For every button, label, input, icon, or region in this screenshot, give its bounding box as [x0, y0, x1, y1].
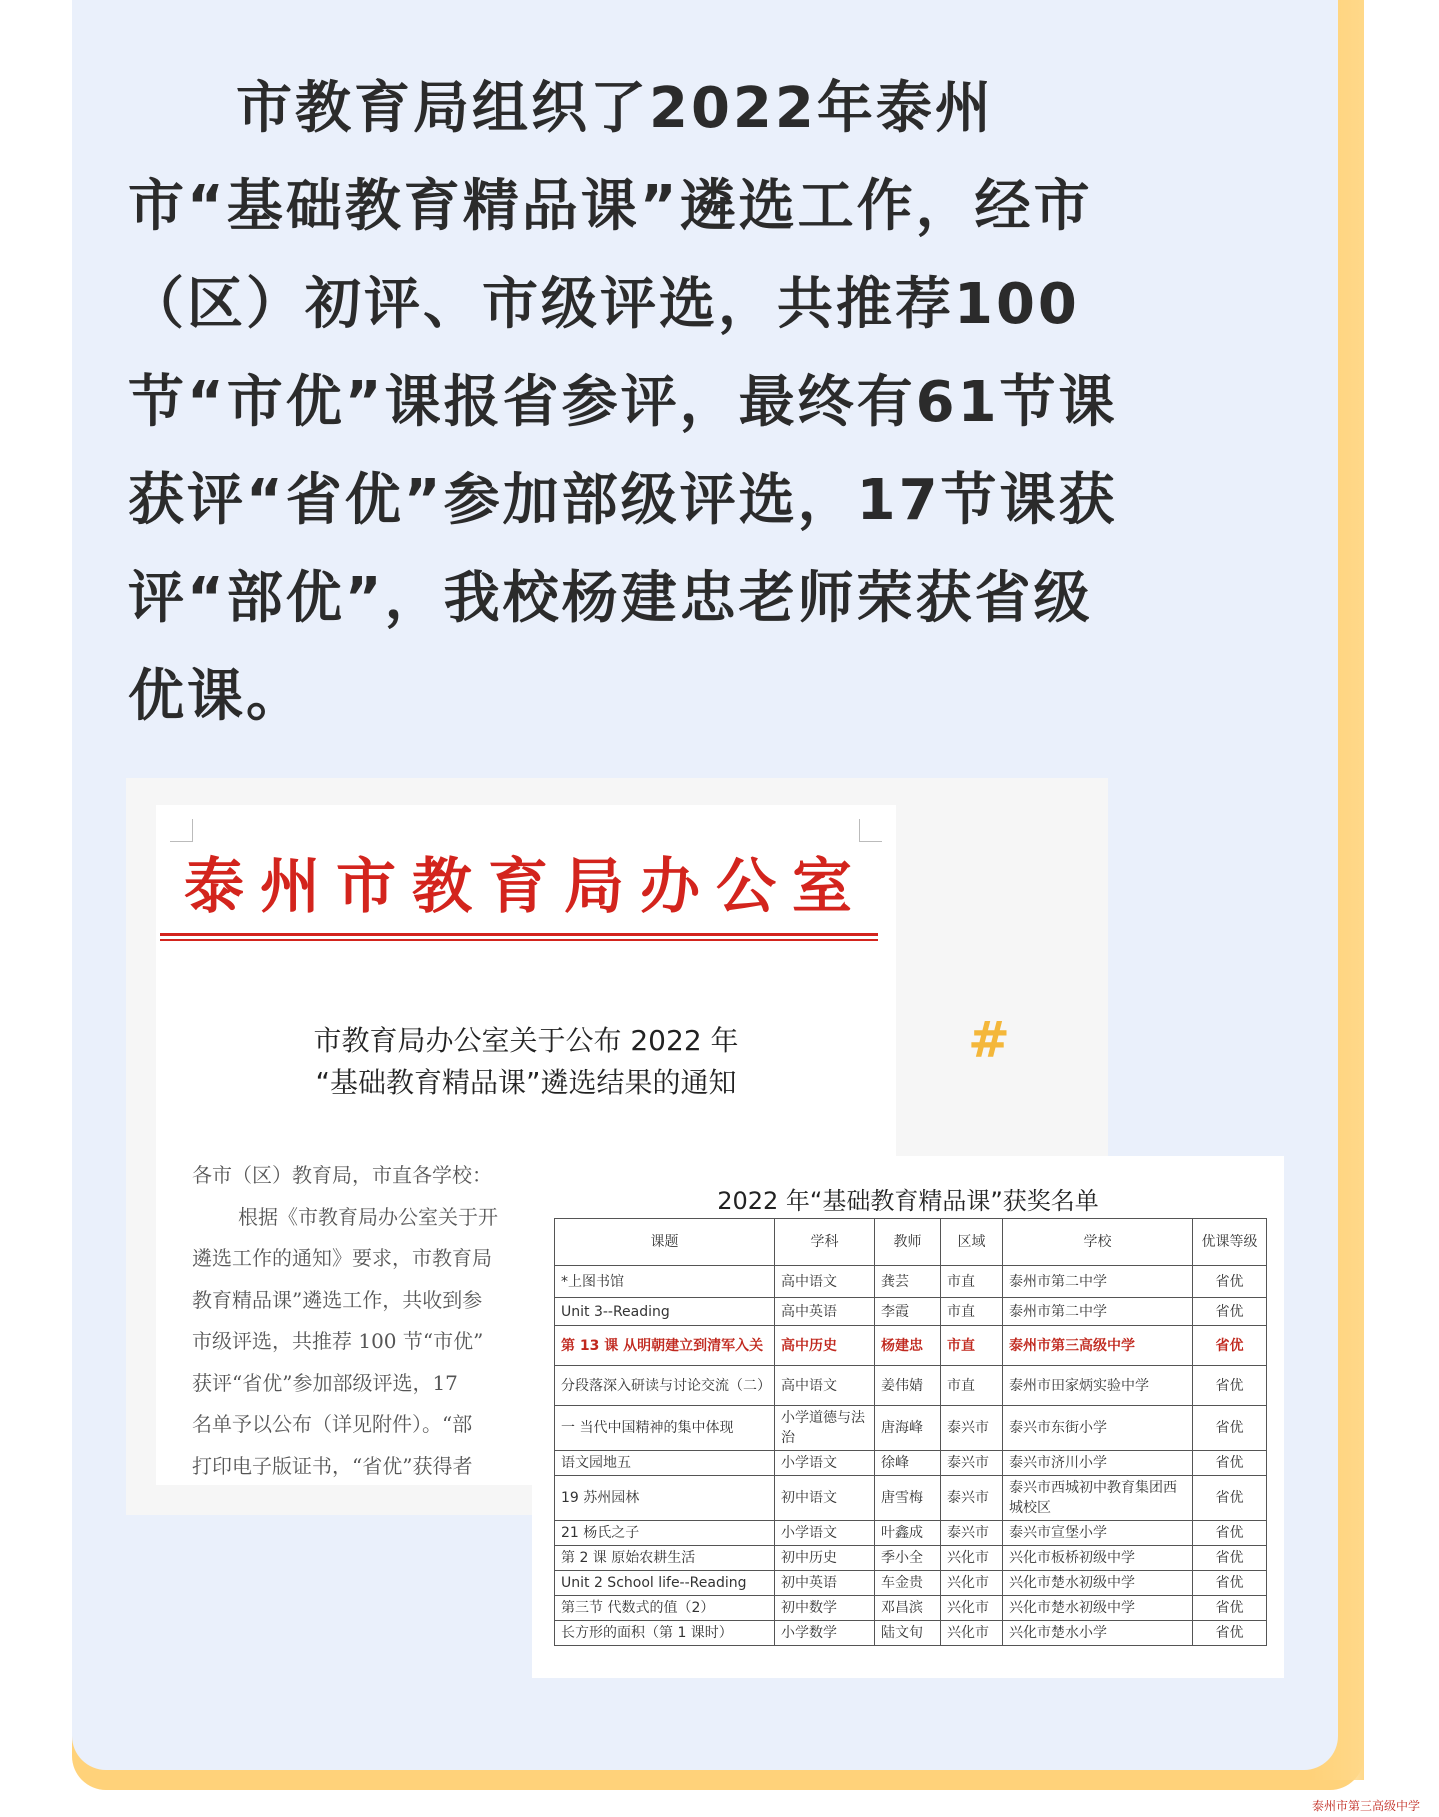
table-row: [555, 1476, 1267, 1521]
letterhead-rule-thin: [160, 939, 878, 941]
cell-region: 市直: [941, 1266, 1003, 1298]
notice-title: [156, 1020, 896, 1104]
award-list-document: [532, 1156, 1284, 1678]
cell-subject: 高中英语: [775, 1298, 875, 1326]
table-row: [555, 1546, 1267, 1571]
cell-level: 省优: [1193, 1596, 1267, 1621]
cell-region: 市直: [941, 1326, 1003, 1366]
cell-level: 省优: [1193, 1406, 1267, 1451]
cell-subject: 小学数学: [775, 1621, 875, 1646]
cell-region: 泰兴市: [941, 1451, 1003, 1476]
cell-topic: 分段落深入研读与讨论交流（二）: [555, 1366, 775, 1406]
award-table-body: [555, 1266, 1267, 1646]
table-row: [555, 1451, 1267, 1476]
cell-topic: 21 杨氏之子: [555, 1521, 775, 1546]
cell-subject: 小学语文: [775, 1521, 875, 1546]
cell-topic: Unit 2 School life--Reading: [555, 1571, 775, 1596]
cell-teacher: 李霞: [875, 1298, 941, 1326]
cell-level: 省优: [1193, 1546, 1267, 1571]
cell-teacher: 唐海峰: [875, 1406, 941, 1451]
cell-region: 泰兴市: [941, 1521, 1003, 1546]
cell-teacher: 邓昌滨: [875, 1596, 941, 1621]
cell-level: 省优: [1193, 1266, 1267, 1298]
table-row: [555, 1326, 1267, 1366]
cell-topic: 语文园地五: [555, 1451, 775, 1476]
cell-teacher: 季小全: [875, 1546, 941, 1571]
intro-paragraph: [128, 60, 1148, 746]
cell-school: 兴化市楚水小学: [1003, 1621, 1193, 1646]
cell-school: 泰州市田家炳实验中学: [1003, 1366, 1193, 1406]
cell-topic: 一 当代中国精神的集中体现: [555, 1406, 775, 1451]
notice-title-line-2: “基础教育精品课”遴选结果的通知: [315, 1066, 737, 1099]
hash-decoration: #: [968, 1011, 1010, 1069]
notice-line: 遴选工作的通知》要求，市教育局: [192, 1246, 492, 1270]
cell-level: 省优: [1193, 1451, 1267, 1476]
cell-region: 市直: [941, 1298, 1003, 1326]
cell-level: 省优: [1193, 1298, 1267, 1326]
notice-line: 打印电子版证书，“省优”获得者: [192, 1453, 473, 1478]
cell-school: 兴化市楚水初级中学: [1003, 1596, 1193, 1621]
cell-subject: 高中语文: [775, 1366, 875, 1406]
cell-school: 泰州市第二中学: [1003, 1298, 1193, 1326]
cell-subject: 初中语文: [775, 1476, 875, 1521]
cell-subject: 小学道德与法治: [775, 1406, 875, 1451]
cell-teacher: 叶鑫成: [875, 1521, 941, 1546]
cell-level: 省优: [1193, 1571, 1267, 1596]
cell-topic: 第 13 课 从明朝建立到清军入关: [555, 1326, 775, 1366]
letterhead: 泰州市教育局办公室: [184, 852, 868, 922]
cell-region: 兴化市: [941, 1546, 1003, 1571]
cell-topic: 第 2 课 原始农耕生活: [555, 1546, 775, 1571]
cell-school: 泰兴市宣堡小学: [1003, 1521, 1193, 1546]
cell-subject: 高中语文: [775, 1266, 875, 1298]
award-list-title: 2022 年“基础教育精品课”获奖名单: [717, 1187, 1099, 1215]
cell-topic: Unit 3--Reading: [555, 1298, 775, 1326]
cell-teacher: 杨建忠: [875, 1326, 941, 1366]
notice-line: 根据《市教育局办公室关于开: [238, 1204, 498, 1229]
cell-school: 泰州市第三高级中学: [1003, 1326, 1193, 1366]
cell-teacher: 姜伟婧: [875, 1366, 941, 1406]
table-row: [555, 1621, 1267, 1646]
cell-topic: *上图书馆: [555, 1266, 775, 1298]
cell-region: 泰兴市: [941, 1476, 1003, 1521]
column-header-level: 优课等级: [1193, 1219, 1267, 1266]
cell-level: 省优: [1193, 1366, 1267, 1406]
cell-school: 兴化市板桥初级中学: [1003, 1546, 1193, 1571]
award-table-header: [555, 1219, 1267, 1266]
cell-topic: 长方形的面积（第 1 课时）: [555, 1621, 775, 1646]
intro-text: 市教育局组织了2022年泰州市“基础教育精品课”遴选工作，经市（区）初评、市级评选，共推荐100节“市优”课报省参评，最终有61节课获评“省优”参加部级评选，17节课获评“部优”，我校杨建忠老师荣获省级优课。: [128, 76, 1118, 729]
cell-region: 泰兴市: [941, 1406, 1003, 1451]
cell-teacher: 陆文旬: [875, 1621, 941, 1646]
cell-subject: 初中历史: [775, 1546, 875, 1571]
cell-teacher: 车金贵: [875, 1571, 941, 1596]
cell-region: 兴化市: [941, 1571, 1003, 1596]
table-row: [555, 1521, 1267, 1546]
table-row: [555, 1366, 1267, 1406]
cell-subject: 小学语文: [775, 1451, 875, 1476]
cell-region: 兴化市: [941, 1621, 1003, 1646]
letterhead-rule: [160, 933, 878, 936]
notice-salutation: 各市（区）教育局，市直各学校：: [192, 1163, 492, 1187]
notice-line: 教育精品课”遴选工作，共收到参: [192, 1287, 483, 1312]
table-row: [555, 1266, 1267, 1298]
cell-school: 泰兴市西城初中教育集团西城校区: [1003, 1476, 1193, 1521]
column-header-school: 学校: [1003, 1219, 1193, 1266]
cell-school: 兴化市楚水初级中学: [1003, 1571, 1193, 1596]
notice-line: 名单予以公布（详见附件）。“部: [192, 1412, 473, 1436]
cell-level: 省优: [1193, 1326, 1267, 1366]
cell-region: 兴化市: [941, 1596, 1003, 1621]
cell-school: 泰兴市济川小学: [1003, 1451, 1193, 1476]
cell-topic: 19 苏州园林: [555, 1476, 775, 1521]
table-row: [555, 1298, 1267, 1326]
table-row: [555, 1596, 1267, 1621]
cell-level: 省优: [1193, 1621, 1267, 1646]
cell-teacher: 徐峰: [875, 1451, 941, 1476]
table-row: [555, 1571, 1267, 1596]
cell-subject: 高中历史: [775, 1326, 875, 1366]
school-watermark: 泰州市第三高级中学: [1312, 1799, 1421, 1813]
cell-subject: 初中英语: [775, 1571, 875, 1596]
notice-title-line-1: 市教育局办公室关于公布 2022 年: [313, 1024, 739, 1057]
column-header-teacher: 教师: [875, 1219, 941, 1266]
table-row: [555, 1406, 1267, 1451]
cell-teacher: 龚芸: [875, 1266, 941, 1298]
cell-school: 泰州市第二中学: [1003, 1266, 1193, 1298]
cell-region: 市直: [941, 1366, 1003, 1406]
cell-school: 泰兴市东街小学: [1003, 1406, 1193, 1451]
column-header-subject: 学科: [775, 1219, 875, 1266]
column-header-region: 区域: [941, 1219, 1003, 1266]
award-table: [554, 1218, 1267, 1646]
cell-topic: 第三节 代数式的值（2）: [555, 1596, 775, 1621]
notice-line: 市级评选，共推荐 100 节“市优”: [192, 1329, 484, 1353]
column-header-topic: 课题: [555, 1219, 775, 1266]
cell-subject: 初中数学: [775, 1596, 875, 1621]
notice-line: 获评“省优”参加部级评选，17: [192, 1370, 458, 1395]
cell-teacher: 唐雪梅: [875, 1476, 941, 1521]
cell-level: 省优: [1193, 1476, 1267, 1521]
cell-level: 省优: [1193, 1521, 1267, 1546]
